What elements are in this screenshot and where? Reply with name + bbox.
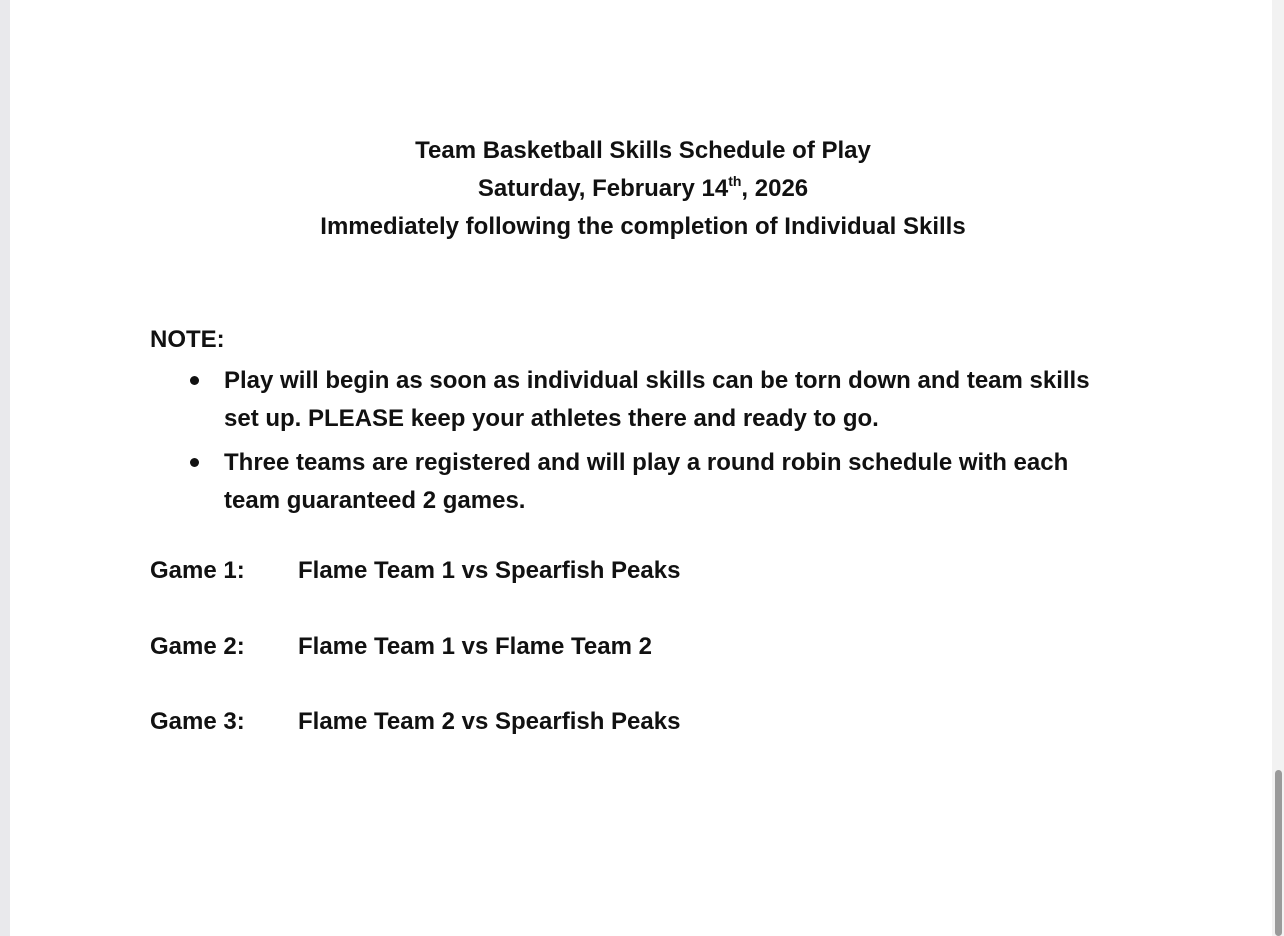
title-line-3: Immediately following the completion of Individual Skills	[320, 213, 966, 240]
scrollbar-thumb[interactable]	[1275, 770, 1282, 936]
bullet-dot-icon	[190, 376, 199, 385]
note-bullet-item	[186, 362, 1126, 438]
game-row	[150, 707, 680, 737]
game-row	[150, 556, 680, 586]
note-bullet-item	[186, 444, 1126, 520]
game-label: Game 3:	[150, 708, 245, 735]
note-bullet-list	[186, 362, 1126, 526]
game-label: Game 1:	[150, 557, 245, 584]
bullet-dot-icon	[190, 458, 199, 467]
game-matchup: Flame Team 1 vs Flame Team 2	[298, 633, 652, 660]
document-page	[10, 0, 1272, 936]
game-label: Game 2:	[150, 633, 245, 660]
title-line-1: Team Basketball Skills Schedule of Play	[415, 137, 871, 164]
note-bullet-text: Play will begin as soon as individual skills can be torn down and team skills set up. PLEASE keep your athletes there and ready to go.	[224, 367, 1090, 432]
game-matchup: Flame Team 2 vs Spearfish Peaks	[298, 708, 681, 735]
note-bullet-text: Three teams are registered and will play a round robin schedule with each team guaranteed 2 games.	[224, 449, 1069, 514]
title-year: , 2026	[741, 175, 809, 202]
game-matchup: Flame Team 1 vs Spearfish Peaks	[298, 557, 681, 584]
note-label: NOTE:	[150, 326, 225, 353]
game-row	[150, 632, 652, 662]
document-title	[10, 132, 1276, 246]
vertical-scrollbar[interactable]	[1272, 0, 1284, 936]
title-date: Saturday, February 14	[477, 175, 729, 202]
title-date-suffix: th	[728, 173, 742, 189]
title-line-2	[10, 170, 1276, 208]
